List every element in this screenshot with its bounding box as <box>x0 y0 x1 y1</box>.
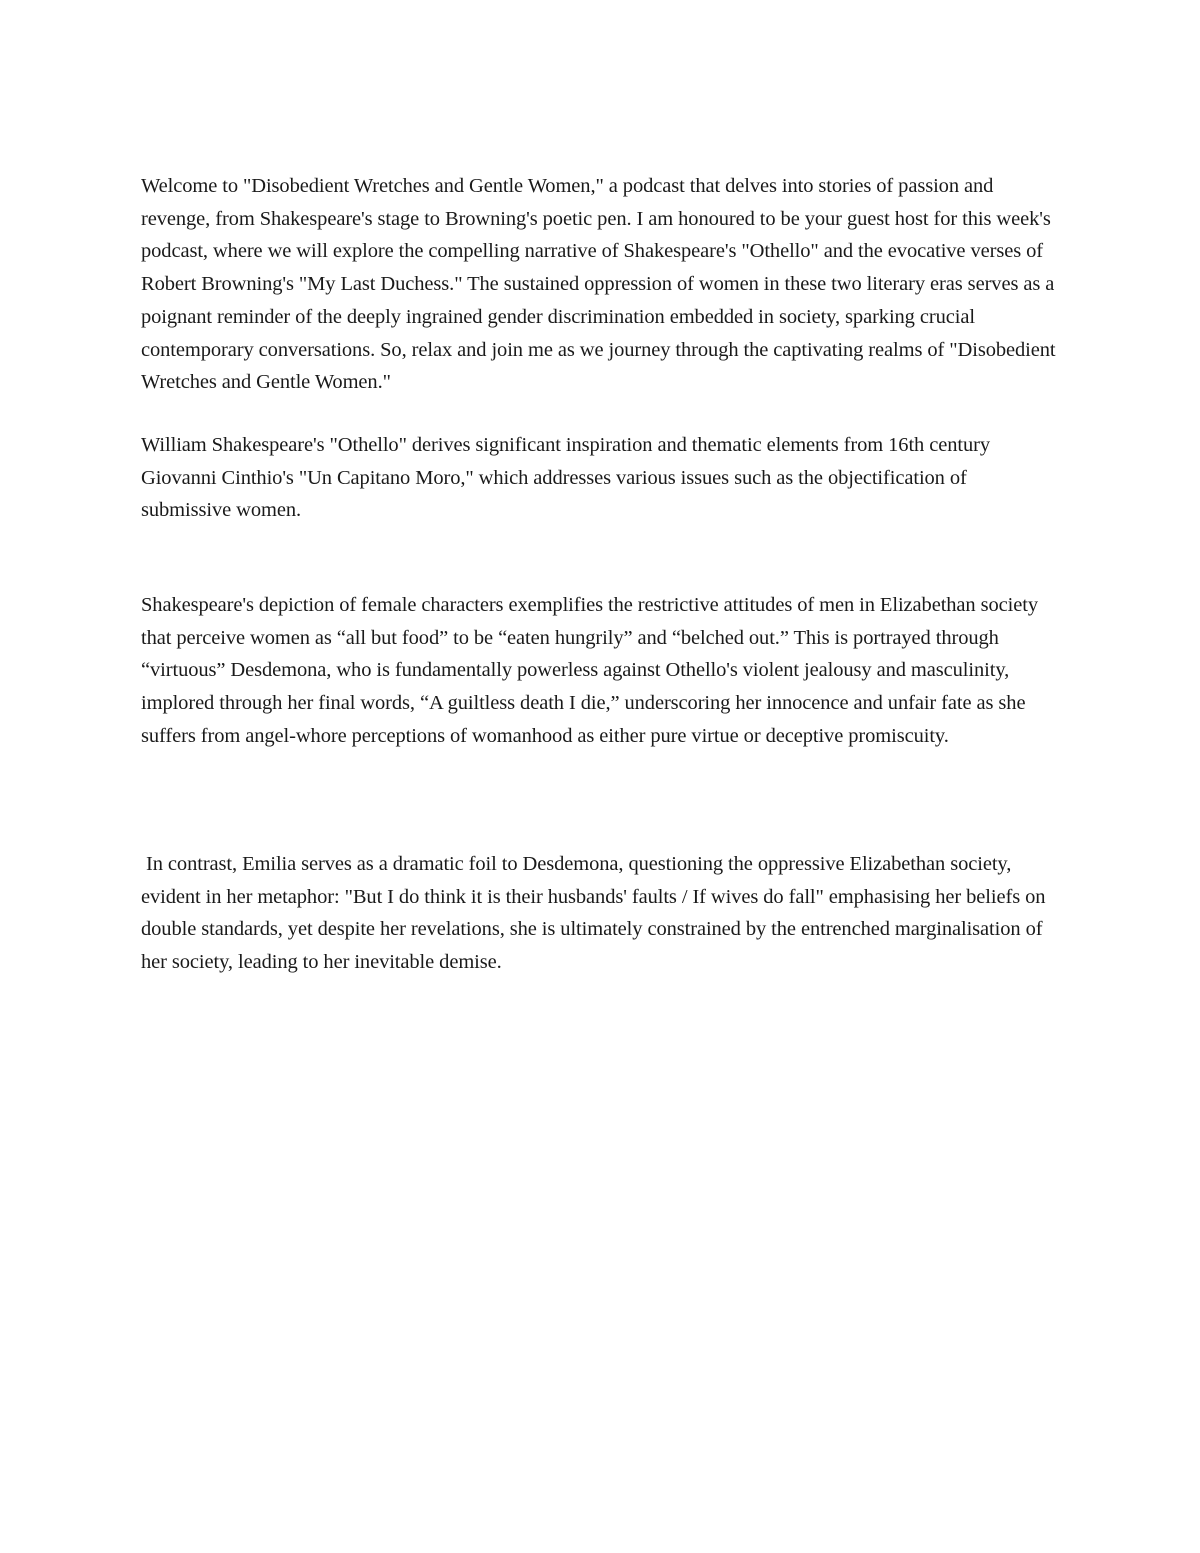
paragraph-othello-inspiration: William Shakespeare's "Othello" derives significant inspiration and thematic elements from 16th century Giovanni Cinthio's "Un Capitano Moro," which addresses various issues such as the objectification of submissive women. <box>141 434 990 522</box>
paragraph-introduction: Welcome to "Disobedient Wretches and Gentle Women," a podcast that delves into stories of passion and revenge, from Shakespeare's stage to Browning's poetic pen. I am honoured to be your guest host for this week's podcast, where we will explore the compelling narrative of Shakespeare's "Othello" and the evocative verses of Robert Browning's "My Last Duchess." The sustained oppression of women in these two literary eras serves as a poignant reminder of the deeply ingrained gender discrimination embedded in society, sparking crucial contemporary conversations. So, relax and join me as we journey through the captivating realms of "Disobedient Wretches and Gentle Women." <box>141 175 1056 394</box>
paragraph-emilia: In contrast, Emilia serves as a dramatic foil to Desdemona, questioning the oppressive Elizabethan society, evident in her metaphor: "But I do think it is their husbands' faults / If wives do fall" emphasising her beliefs on double standards, yet despite her revelations, she is ultimately constrained by the entrenched marginalisation of her society, leading to her inevitable demise. <box>141 853 1051 974</box>
paragraph-desdemona: Shakespeare's depiction of female characters exemplifies the restrictive attitudes of men in Elizabethan society that perceive women as “all but food” to be “eaten hungrily” and “belched out.” This is portrayed through “virtuous” Desdemona, who is fundamentally powerless against Othello's violent jealousy and masculinity, implored through her final words, “A guiltless death I die,” underscoring her innocence and unfair fate as she suffers from angel-whore perceptions of womanhood as either pure virtue or deceptive promiscuity. <box>141 594 1038 747</box>
